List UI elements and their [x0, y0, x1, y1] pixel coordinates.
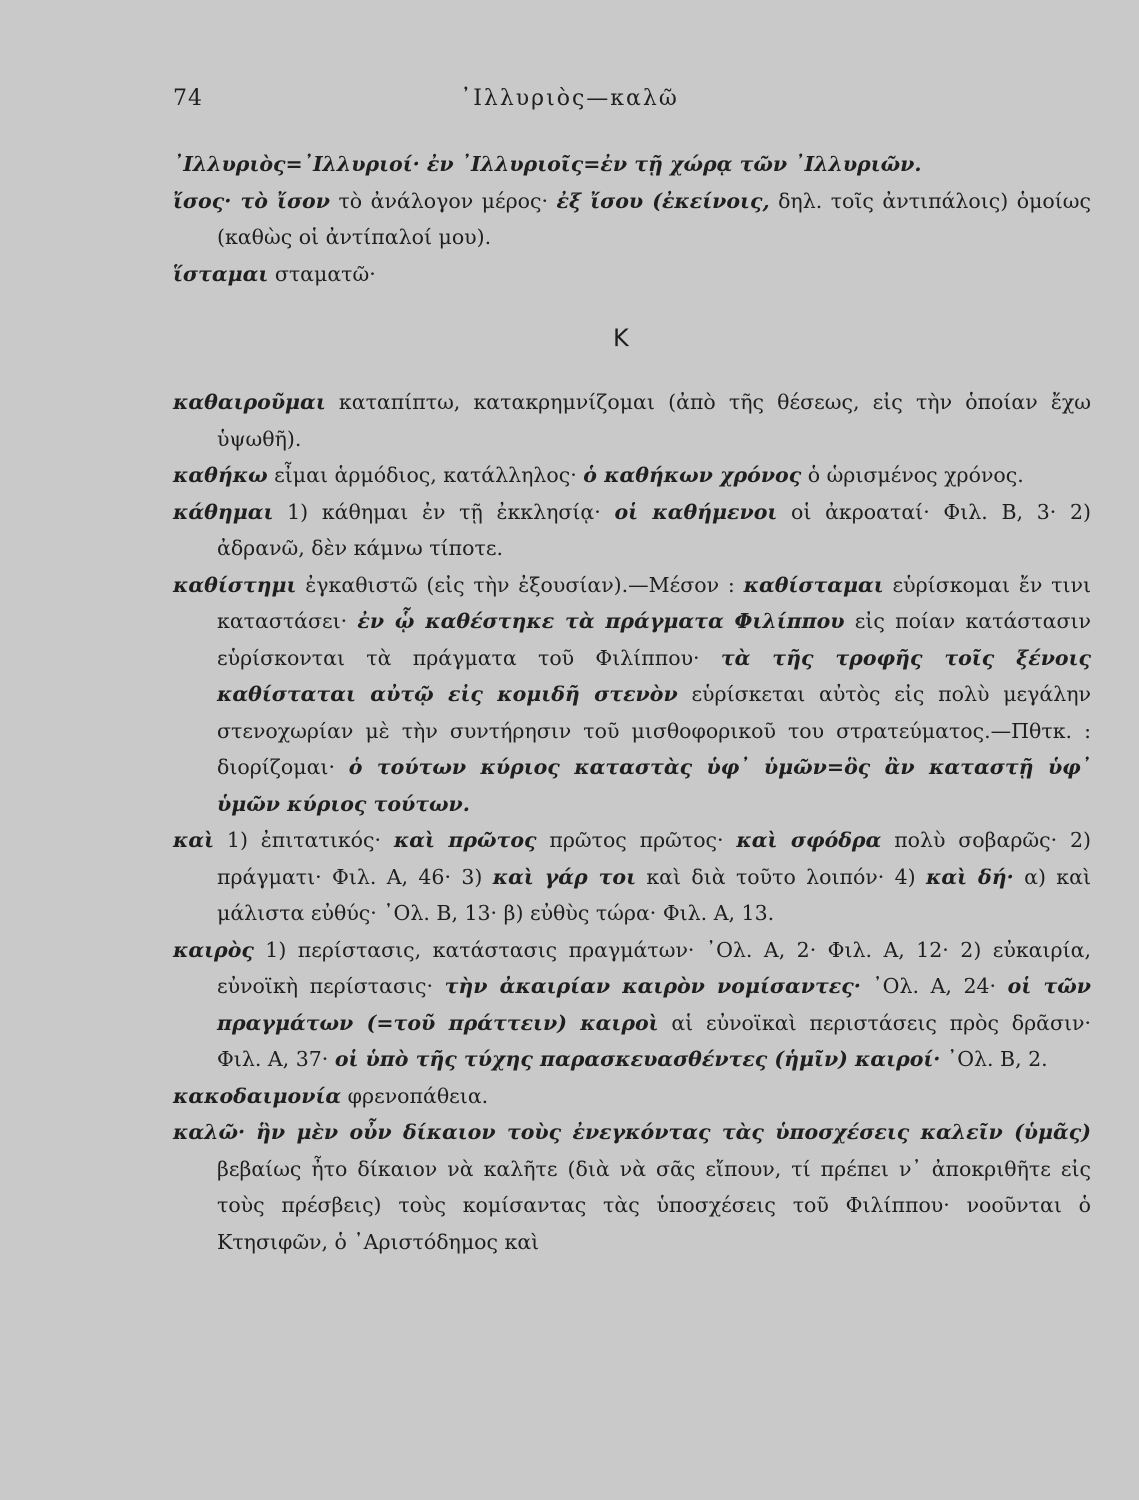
headword: καθίστημι: [173, 572, 297, 597]
definition-text: πολὺ σοβαρῶς· 2) πράγματι· Φιλ. Α, 46· 3): [217, 828, 1091, 889]
definition-text: οἱ ἀκροαταί· Φιλ. Β, 3· 2) ἀδρανῶ, δὲν κάμνω τίποτε.: [217, 499, 1091, 560]
dictionary-body: [173, 146, 1091, 1260]
page-number: 74: [173, 86, 203, 111]
entry-kai: [173, 822, 1091, 932]
entry-kathistimi: [173, 567, 1091, 823]
phrase: οἱ καθήμενοι: [614, 499, 778, 524]
definition-text: εὑρίσκομαι ἔν τινι καταστάσει·: [217, 572, 1091, 633]
entry-kalo: [173, 1114, 1091, 1260]
headword: κακοδαιμονία: [173, 1083, 342, 1108]
phrase: ὁ καθήκων χρόνος: [583, 463, 802, 487]
phrase: οἱ τῶν πραγμάτων (=τοῦ πράττειν) καιροὶ: [217, 974, 1091, 1035]
phrase: καὶ δή·: [926, 864, 1014, 889]
phrase: ἣν μὲν οὖν δίκαιον τοὺς ἐνεγκόντας τὰς ὑποσχέσεις καλεῖν (ὑμᾶς): [255, 1120, 1091, 1144]
definition-text: 1) περίστασις, κατάστασις πραγμάτων· ᾿Ολ. Α, 2· Φιλ. Α, 12· 2) εὐκαιρία, εὐνοϊκὴ περίστασις·: [217, 937, 1091, 998]
definition-text: ᾿Ολ. Β, 2.: [940, 1047, 1048, 1071]
definition-text: καταπίπτω, κατακρημνίζομαι (ἀπὸ τῆς θέσεως, εἰς τὴν ὁποίαν ἔχω ὑψωθῆ).: [217, 390, 1091, 451]
phrase: καὶ πρῶτος: [393, 828, 537, 852]
entry-istamai: [173, 256, 1091, 293]
definition-text: 1) ἐπιτατικός·: [214, 828, 394, 852]
entry-kairos: [173, 932, 1091, 1078]
entry-illyrios: [173, 146, 1091, 183]
definition-text: δηλ. τοῖς ἀντιπάλοις) ὁμοίως (καθὼς οἱ ἀντίπαλοί μου).: [217, 188, 1091, 249]
definition-text: ὁ ὡρισμένος χρόνος.: [801, 463, 1024, 487]
phrase: ἐξ ἴσου (ἐκείνοις,: [556, 188, 770, 213]
definition-text: 1) κάθημαι ἐν τῇ ἐκκλησίᾳ·: [273, 499, 615, 524]
phrase: καθίσταμαι: [743, 572, 884, 597]
definition-text: εὑρίσκεται αὐτὸς εἰς πολὺ μεγάλην στενοχωρίαν μὲ τὴν συντήρησιν τοῦ μισθοφορικοῦ του στρατεύματος.—Πθτκ. : διορίζομαι·: [217, 682, 1091, 779]
definition-text: εἶμαι ἁρμόδιος, κατάλληλος·: [267, 463, 584, 487]
phrase: καὶ γάρ τοι: [492, 864, 637, 889]
entry-kathairoumai: [173, 384, 1091, 457]
headword: καλῶ·: [173, 1120, 246, 1144]
headword: κάθημαι: [173, 499, 274, 524]
section-letter: Κ: [613, 324, 629, 352]
headword: καθαιροῦμαι: [173, 390, 326, 414]
headword: καιρὸς: [173, 937, 254, 962]
headword: ἵσταμαι: [173, 261, 269, 286]
definition-text: πρῶτος πρῶτος·: [536, 828, 737, 852]
page-header: [0, 86, 1139, 120]
definition-text: καὶ διὰ τοῦτο λοιπόν· 4): [636, 864, 927, 889]
headword: καὶ: [173, 828, 215, 852]
phrase: τὴν ἀκαιρίαν καιρὸν νομίσαντες·: [444, 974, 861, 998]
entry-kathimai: [173, 494, 1091, 567]
definition-text: α) καὶ μάλιστα εὐθύς· ᾿Ολ. Β, 13· β) εὐθὺς τώρα· Φιλ. Α, 13.: [217, 864, 1091, 925]
entry-kathiko: [173, 457, 1091, 494]
definition-text: σταματῶ·: [268, 261, 376, 286]
definition-text: εἰς ποίαν κατάστασιν εὑρίσκονται τὰ πράγματα τοῦ Φιλίππου·: [217, 609, 1091, 670]
entry-isos: [173, 183, 1091, 256]
phrase: οἱ ὑπὸ τῆς τύχης παρασκευασθέντες (ἡμῖν) καιροί·: [334, 1047, 941, 1071]
definition-text: ἐγκαθιστῶ (εἰς τὴν ἐξουσίαν).—Μέσον :: [296, 572, 744, 597]
running-title: ᾿Ιλλυριὸς—καλῶ: [460, 86, 679, 111]
phrase: ἐν ᾧ καθέστηκε τὰ πράγματα Φιλίππου: [357, 609, 845, 633]
definition-text: [245, 1120, 256, 1144]
phrase: ὁ τούτων κύριος καταστὰς ὑφ᾿ ὑμῶν=ὃς ἂν καταστῇ ὑφ᾿ ὑμῶν κύριος τούτων.: [217, 755, 1091, 816]
definition-text: φρενοπάθεια.: [341, 1083, 489, 1108]
headword: ᾿Ιλλυριὸς=᾿Ιλλυριοί· ἐν ᾿Ιλλυριοῖς=ἐν τῇ χώρᾳ τῶν ᾿Ιλλυριῶν.: [173, 152, 922, 176]
headword: ἴσος· τὸ ἴσον: [173, 188, 330, 213]
definition-text: βεβαίως ἦτο δίκαιον νὰ καλῆτε (διὰ νὰ σᾶς εἴπουν, τί πρέπει ν᾿ ἀποκριθῆτε εἰς τοὺς πρέσβεις) τοὺς κομίσαντας τὰς ὑποσχέσεις τοῦ Φιλίππου· νοοῦνται ὁ Κτησιφῶν, ὁ ᾿Αριστόδημος καὶ: [217, 1156, 1091, 1254]
definition-text: αἱ εὐνοϊκαὶ περιστάσεις πρὸς δρᾶσιν· Φιλ. Α, 37·: [217, 1010, 1091, 1071]
entry-kakodaimonia: [173, 1078, 1091, 1115]
definition-text: ᾿Ολ. Α, 24·: [860, 974, 1008, 998]
definition-text: τὸ ἀνάλογον μέρος·: [329, 188, 557, 213]
phrase: τὰ τῆς τροφῆς τοῖς ξένοις καθίσταται αὐτῷ εἰς κομιδῆ στενὸν: [217, 645, 1091, 706]
headword: καθήκω: [173, 463, 268, 487]
phrase: καὶ σφόδρα: [736, 828, 882, 852]
